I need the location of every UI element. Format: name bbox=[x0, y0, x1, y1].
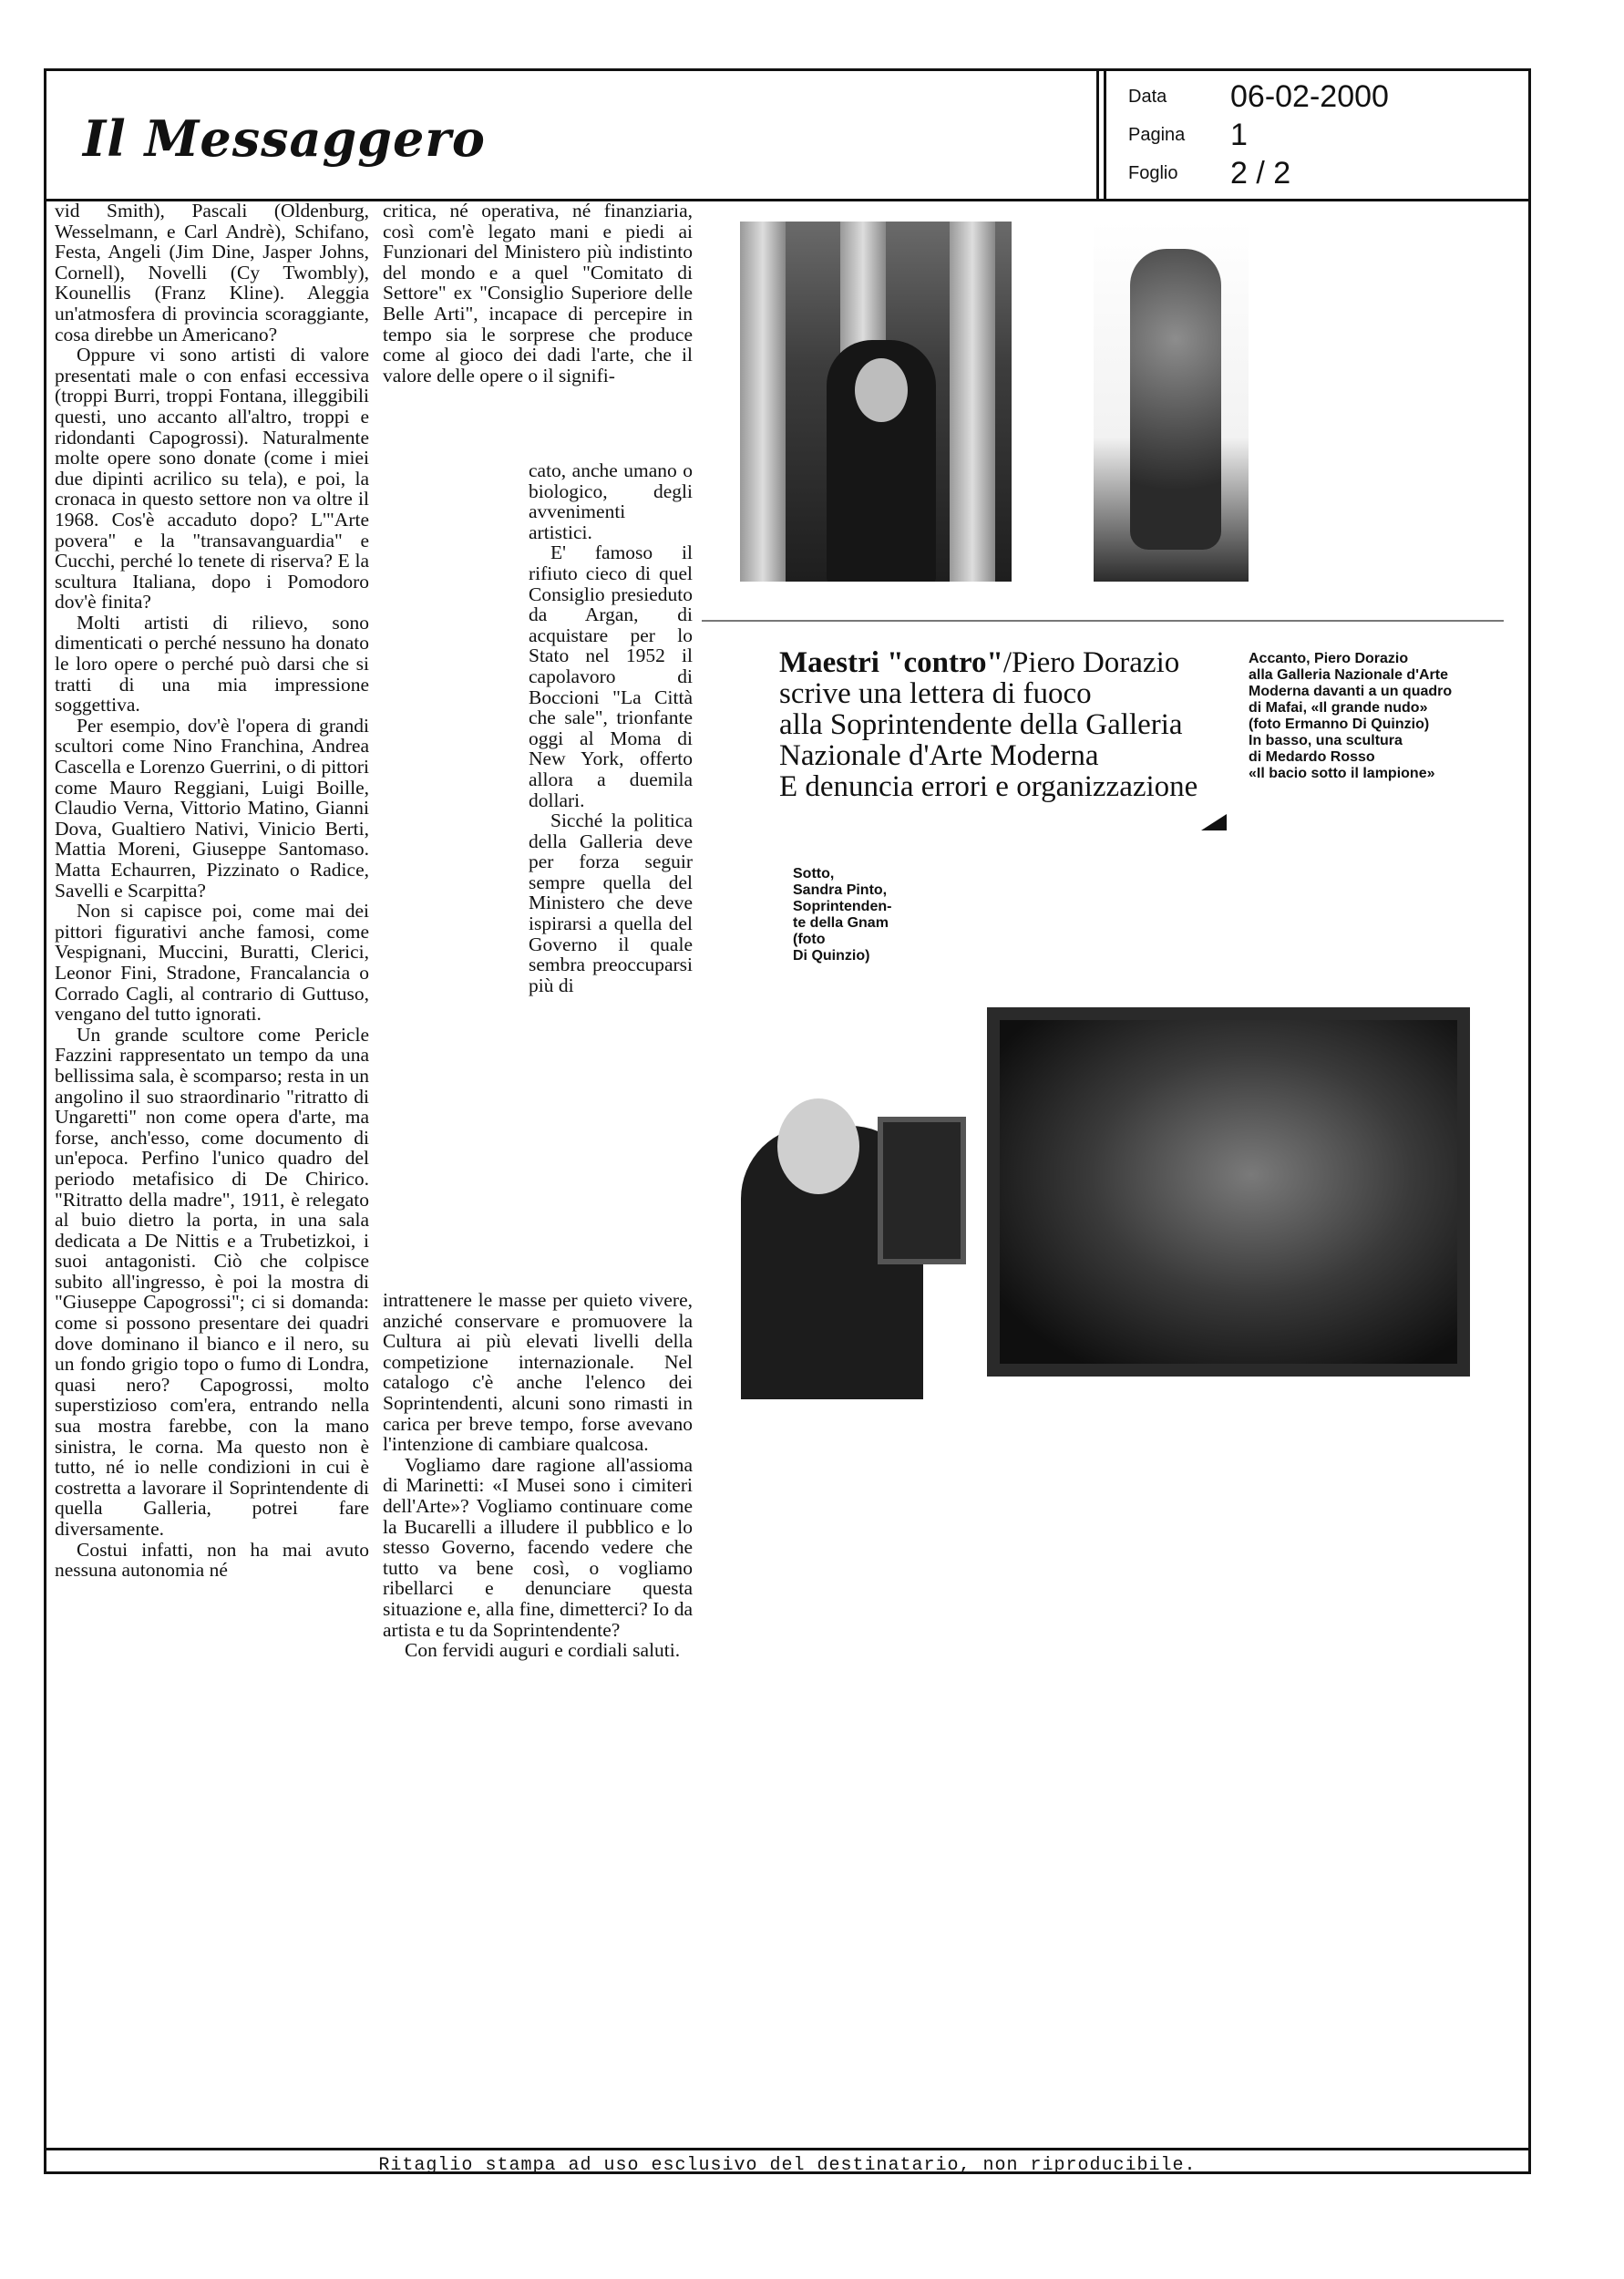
headline-rest: /Piero Dorazio bbox=[1002, 646, 1180, 679]
photo-painting bbox=[987, 1007, 1470, 1377]
paragraph: Un grande scultore come Pericle Fazzini rappresentato un tempo da una bellissima sala, è scomparso; resta in un angolino il suo straordinario "ritratto di Ungaretti" non come opera d'arte, ma forse, anch'esso, come documento di un'epoca. Perfino l'unico quadro del periodo metafisico di De Chirico. "Ritratto della madre", 1911, è relegato al buio dietro la porta, in una sala dedicata a De Nittis e a Trubetizkoi, i suoi antagonisti. Ciò che colpisce subito all'ingresso, è poi la mostra di "Giuseppe Capogrossi"; ci si domanda: come si possono presentare dei quadri dove dominano il bianco e il nero, su un fondo grigio topo o fumo di Londra, quasi nero? Capogrossi, molto superstizioso com'era, entrando nella sua mostra farebbe, con la mano sinistra, le corna. Ma questo non è tutto, né io nelle condizioni in cui è costretta a lavorare il Soprintendente di quella Galleria, potrei fare diversamente. bbox=[55, 1023, 369, 1540]
headline-lead: Maestri "contro" bbox=[779, 646, 1003, 679]
article-column-middle-top bbox=[383, 201, 693, 386]
info-row-pagina bbox=[1128, 117, 1248, 153]
headline-line-1 bbox=[779, 647, 1226, 678]
info-value: 1 bbox=[1230, 117, 1248, 152]
caption-line: Sotto, bbox=[793, 866, 835, 882]
photo-pillar bbox=[740, 222, 786, 582]
footer-divider bbox=[46, 2148, 1528, 2150]
paragraph: vid Smith), Pascali (Oldenburg, Wesselmann, e Carl Andrè), Schifano, Festa, Angeli (Jim Dine, Jasper Johns, Cornell), Novelli (Cy Twombly), Kounellis (Franz Kline). Aleggia un'atmosfera di provincia scoraggiante, cosa direbbe un Americano? bbox=[55, 200, 369, 345]
photo-sandra-pinto bbox=[736, 1007, 1470, 1399]
caption-photos-right bbox=[1249, 651, 1504, 782]
caption-line: «Il bacio sotto il lampione» bbox=[1249, 766, 1435, 781]
caption-line: Di Quinzio) bbox=[793, 948, 870, 964]
caption-line: di Mafai, «Il grande nudo» bbox=[1249, 700, 1428, 716]
article-column-middle-bottom bbox=[383, 1290, 693, 1661]
photo-pillar bbox=[950, 222, 995, 582]
article-column-left bbox=[55, 201, 369, 1581]
caption-line: (foto bbox=[793, 932, 826, 947]
headline-corner-mark bbox=[1201, 814, 1227, 830]
paragraph: critica, né operativa, né finanziaria, così com'è legato mani e piedi ai Funzionari del Ministero più indistinto del mondo e a quel "Comitato di Settore" ex "Consiglio Superiore delle Belle Arti", incapace di percepire in tempo sia le sorprese che produce come al gioco dei dadi l'arte, che il valore delle opere o il signifi- bbox=[383, 200, 693, 387]
caption-sandra-pinto bbox=[793, 866, 920, 964]
headline-line-4: Nazionale d'Arte Moderna bbox=[779, 739, 1099, 772]
paragraph: Oppure vi sono artisti di valore presentati male o con enfasi eccessiva (troppi Burri, troppi Fontana, illeggibili questi, uno accanto all'altro, troppi e ridondanti Capogrossi). Naturalmente molte opere sono donate (come i miei due dipinti acrilico su tela), e poi, la cronaca in questo settore non va oltre il 1968. Cos'è accaduto dopo? L'"Arte povera" e la "transavanguardia" e Cucchi, perché lo tenete di riserva? E la scultura Italiana, dopo i Pomodoro dov'è finita? bbox=[55, 344, 369, 614]
paragraph: Costui infatti, non ha mai avuto nessuna autonomia né bbox=[55, 1538, 369, 1582]
paragraph: Sicché la politica della Galleria deve per forza seguir sempre quella del Ministero che deve ispirarsi a quella del Governo il quale sembra preoccuparsi più di bbox=[529, 810, 693, 996]
article-column-middle-narrow bbox=[529, 460, 693, 995]
headline-block bbox=[779, 647, 1226, 802]
photo-small-frame bbox=[878, 1117, 966, 1264]
paragraph: Con fervidi auguri e cordiali saluti. bbox=[405, 1639, 681, 1662]
headline-line-3: alla Soprintendente della Galleria bbox=[779, 708, 1183, 741]
info-label: Foglio bbox=[1128, 162, 1178, 183]
paragraph: E' famoso il rifiuto cieco di quel Consiglio presieduto da Argan, di acquistare per lo Stato nel 1952 il capolavoro di Boccioni "La Città che sale", trionfante oggi al Moma di New York, offerto allora a duemila dollari. bbox=[529, 541, 693, 811]
caption-line: Sandra Pinto, bbox=[793, 882, 888, 898]
info-row-foglio bbox=[1128, 155, 1290, 191]
headline-line-5: E denuncia errori e organizzazione bbox=[779, 770, 1198, 803]
paragraph: Molti artisti di rilievo, sono dimenticati o perché nessuno ha donato le loro opere o perché può darsi che si tratti di una mia impressione soggettiva. bbox=[55, 611, 369, 717]
info-label: Data bbox=[1128, 86, 1167, 107]
photo-person-face bbox=[777, 1098, 859, 1194]
headline-line-2: scrive una lettera di fuoco bbox=[779, 677, 1092, 710]
paragraph: intrattenere le masse per quieto vivere, anziché conservare e promuovere la Cultura ai più elevati livelli della competizione internazionale. Nel catalogo c'è anche l'elenco dei Soprintendenti, alcuni sono rimasti in carica per breve tempo, forse avevano l'intenzione di cambiare qualcosa. bbox=[383, 1289, 693, 1456]
header-row bbox=[46, 71, 1528, 201]
caption-line: Moderna davanti a un quadro bbox=[1249, 684, 1453, 699]
photo-medardo-rosso-sculpture bbox=[1094, 222, 1249, 582]
newspaper-title: Il Messaggero bbox=[83, 109, 486, 168]
caption-line: (foto Ermanno Di Quinzio) bbox=[1249, 717, 1430, 732]
caption-line: In basso, una scultura bbox=[1249, 733, 1403, 748]
info-label: Pagina bbox=[1128, 124, 1186, 145]
info-value: 06-02-2000 bbox=[1230, 78, 1389, 114]
info-row-data bbox=[1128, 78, 1389, 115]
caption-line: alla Galleria Nazionale d'Arte bbox=[1249, 667, 1448, 683]
paragraph: Vogliamo dare ragione all'assioma di Marinetti: «I Musei sono i cimiteri dell'Arte»? Vogliamo continuare come la Bucarelli a illudere il pubblico e lo stesso Governo, facendo vedere che tutto va bene così, o vogliamo ribellarci e denunciare questa situazione e, alla fine, dimetterci? Io da artista e tu da Soprintendente? bbox=[383, 1453, 693, 1641]
photo-face bbox=[855, 358, 908, 422]
info-box bbox=[1104, 71, 1534, 199]
caption-line: Soprintenden- bbox=[793, 899, 892, 914]
photo-piero-dorazio bbox=[740, 222, 1012, 582]
masthead bbox=[46, 71, 1099, 199]
caption-line: di Medardo Rosso bbox=[1249, 749, 1375, 765]
footer-disclaimer: Ritaglio stampa ad uso esclusivo del destinatario, non riproducibile. bbox=[378, 2155, 1197, 2176]
caption-line: Accanto, Piero Dorazio bbox=[1249, 651, 1409, 666]
info-value: 2 / 2 bbox=[1230, 155, 1291, 191]
section-rule bbox=[702, 620, 1504, 622]
photo-sculpture-shape bbox=[1130, 249, 1221, 550]
paragraph: cato, anche umano o biologico, degli avvenimenti artistici. bbox=[529, 459, 693, 543]
paragraph: Per esempio, dov'è l'opera di grandi scultori come Nino Franchina, Andrea Cascella e Lorenzo Guerrini, o di pittori come Mauro Reggiani, Luigi Boille, Claudio Verna, Vittorio Matino, Gianni Dova, Gualtiero Nativi, Vinicio Berti, Mattia Moreni, Giuseppe Santomaso. Matta Echaurren, Pizzinato o Radice, Savelli e Scarpitta? bbox=[55, 714, 369, 902]
paragraph: Non si capisce poi, come mai dei pittori figurativi anche famosi, come Vespignani, Muccini, Buratti, Clerici, Leonor Fini, Stradone, Francalancia o Corrado Cagli, al contrario di Guttuso, vengano del tutto ignorati. bbox=[55, 900, 369, 1026]
caption-line: te della Gnam bbox=[793, 915, 889, 931]
